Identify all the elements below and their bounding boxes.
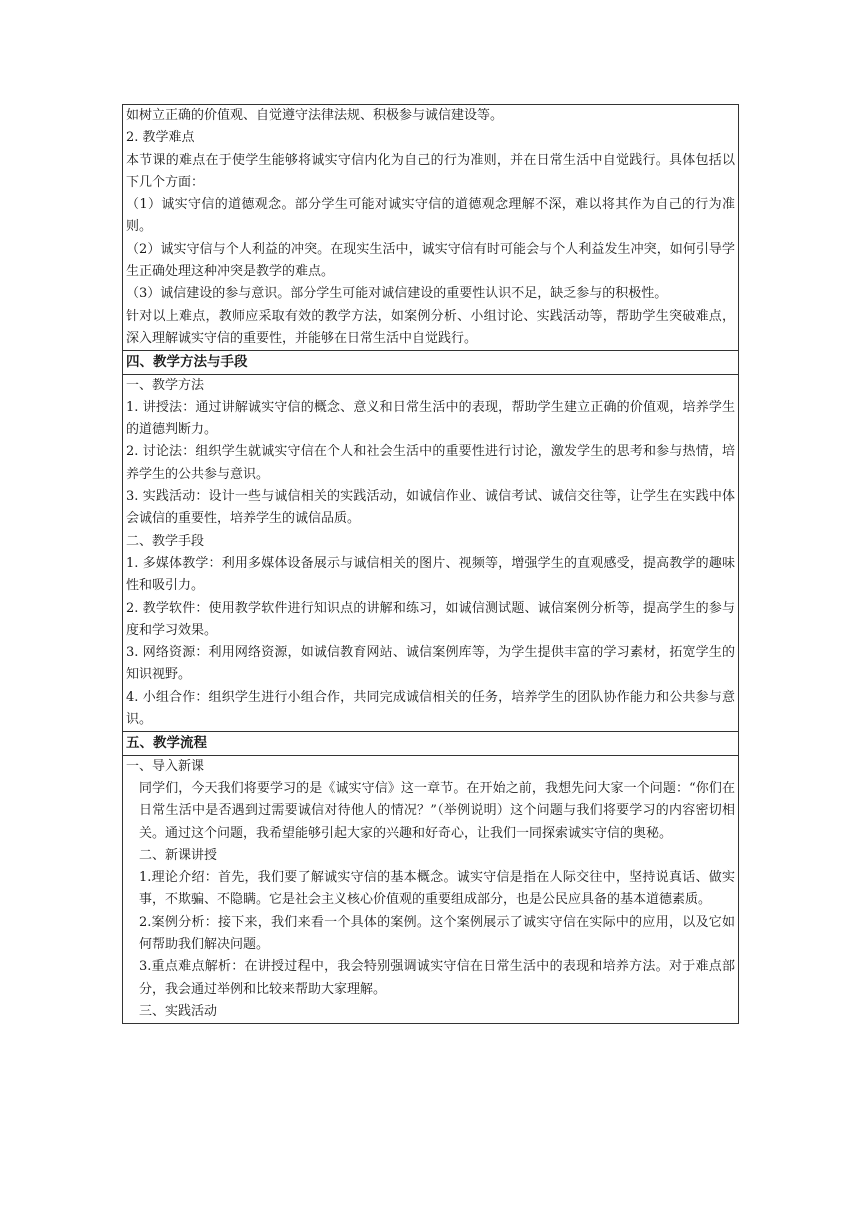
subheading: 一、导入新课 xyxy=(126,758,205,774)
text-line: （2）诚实守信与个人利益的冲突。在现实生活中，诚实守信有时可能会与个人利益发生冲突，如何引导学生正确处理这种冲突是教学的难点。 xyxy=(126,241,735,280)
lesson-plan-table xyxy=(122,104,739,1024)
text-line: 4. 小组合作：组织学生进行小组合作，共同完成诚信相关的任务，培养学生的团队协作能力和公共参与意识。 xyxy=(126,689,735,728)
table-row xyxy=(123,755,739,1024)
text-line: 2. 讨论法：组织学生就诚实守信在个人和社会生活中的重要性进行讨论，激发学生的思考和参与热情，培养学生的公共参与意识。 xyxy=(126,444,735,482)
text-line: 1.理论介绍：首先，我们要了解诚实守信的基本概念。诚实守信是指在人际交往中，坚持说真话、做实事，不欺骗、不隐瞒。它是社会主义核心价值观的重要组成部分，也是公民应具备的基本道德素质。 xyxy=(139,870,735,908)
difficulty-cell xyxy=(123,105,739,351)
text-line: 1. 讲授法：通过讲解诚实守信的概念、意义和日常生活中的表现，帮助学生建立正确的价值观，培养学生的道德判断力。 xyxy=(126,399,735,438)
text-line: 3. 实践活动：设计一些与诚信相关的实践活动，如诚信作业、诚信考试、诚信交往等，让学生在实践中体会诚信的重要性，培养学生的诚信品质。 xyxy=(126,489,735,527)
text-line: 2.案例分析：接下来，我们来看一个具体的案例。这个案例展示了诚实守信在实际中的应用，以及它如何帮助我们解决问题。 xyxy=(139,914,735,952)
subheading: 三、实践活动 xyxy=(139,1003,218,1019)
text-line: 1. 多媒体教学：利用多媒体设备展示与诚信相关的图片、视频等，增强学生的直观感受，提高教学的趣味性和吸引力。 xyxy=(126,555,735,594)
table-row xyxy=(123,105,739,351)
text-line: 3. 网络资源：利用网络资源，如诚信教育网站、诚信案例库等，为学生提供丰富的学习素材，拓宽学生的知识视野。 xyxy=(126,645,735,683)
text-line: 本节课的难点在于使学生能够将诚实守信内化为自己的行为准则，并在日常生活中自觉践行。具体包括以下几个方面： xyxy=(126,152,735,190)
text-line: 3.重点难点解析：在讲授过程中，我会特别强调诚实守信在日常生活中的表现和培养方法。对于难点部分，我会通过举例和比较来帮助大家理解。 xyxy=(139,959,735,997)
subheading: 二、新课讲授 xyxy=(139,847,218,863)
table-row xyxy=(123,351,739,374)
text-line: 2. 教学难点 xyxy=(126,130,195,146)
flow-cell xyxy=(123,755,739,1024)
section-heading: 五、教学流程 xyxy=(123,732,739,755)
text-line: 一、教学方法 xyxy=(126,377,205,393)
methods-cell xyxy=(123,374,739,732)
text-line: 二、教学手段 xyxy=(126,533,205,549)
intro-paragraph: 同学们，今天我们将要学习的是《诚实守信》这一章节。在开始之前，我想先问大家一个问题：“你们在日常生活中是否遇到过需要诚信对待他人的情况？”（举例说明）这个问题与我们将要学习的内容密切相关。通过这个问题，我希望能够引起大家的兴趣和好奇心，让我们一同探索诚实守信的奥秘。 xyxy=(139,780,735,841)
section-heading: 四、教学方法与手段 xyxy=(123,351,739,374)
text-line: 2. 教学软件：使用教学软件进行知识点的讲解和练习，如诚信测试题、诚信案例分析等，提高学生的参与度和学习效果。 xyxy=(126,600,735,638)
text-line: （3）诚信建设的参与意识。部分学生可能对诚信建设的重要性认识不足，缺乏参与的积极性。 xyxy=(126,286,668,302)
text-line: （1）诚实守信的道德观念。部分学生可能对诚实守信的道德观念理解不深，难以将其作为自己的行为准则。 xyxy=(126,197,735,235)
table-row xyxy=(123,732,739,755)
text-line: 针对以上难点，教师应采取有效的教学方法，如案例分析、小组讨论、实践活动等，帮助学生突破难点，深入理解诚实守信的重要性，并能够在日常生活中自觉践行。 xyxy=(126,308,735,346)
text-line: 如树立正确的价值观、自觉遵守法律法规、积极参与诚信建设等。 xyxy=(126,108,504,123)
table-row xyxy=(123,374,739,732)
